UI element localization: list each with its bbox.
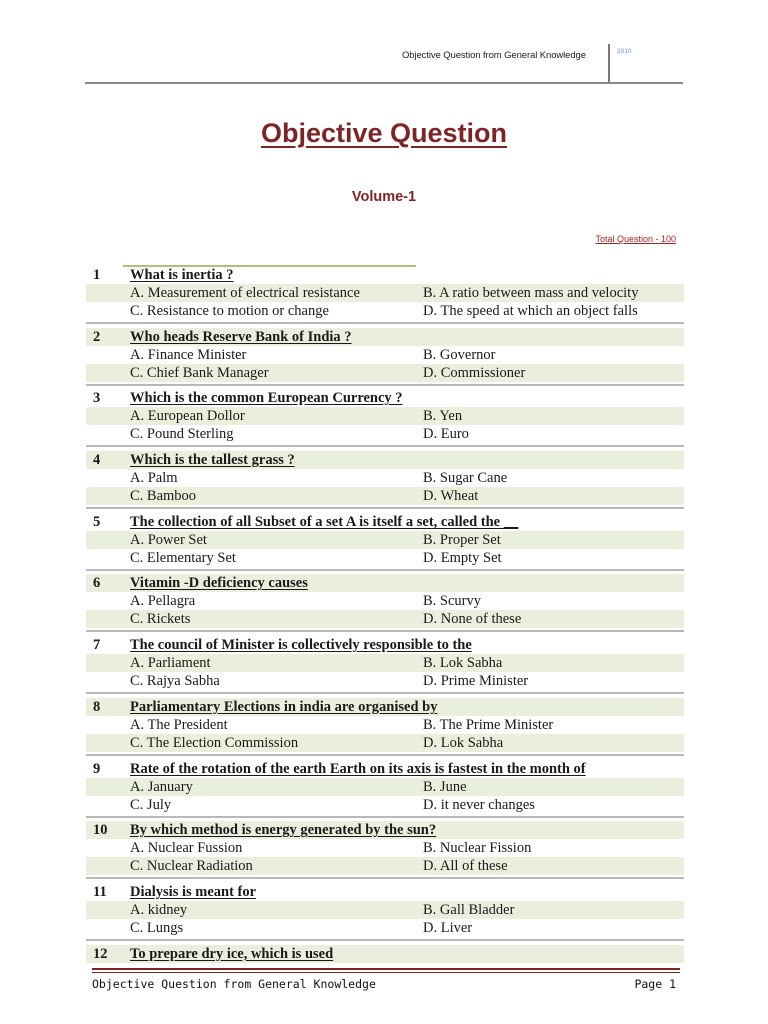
option-row xyxy=(86,549,684,567)
option-b: B. A ratio between mass and velocity xyxy=(423,285,639,301)
question-text: The council of Minister is collectively responsible to the xyxy=(130,637,472,654)
option-d: D. The speed at which an object falls xyxy=(423,303,638,319)
option-d: D. Lok Sabha xyxy=(423,734,504,751)
option-row xyxy=(86,672,684,690)
question-row xyxy=(86,451,684,469)
question-row xyxy=(86,760,684,778)
option-a: A. Power Set xyxy=(130,531,207,548)
option-c: C. July xyxy=(130,796,172,813)
option-d: D. Prime Minister xyxy=(423,673,529,690)
question-number: 5 xyxy=(93,513,101,530)
option-row xyxy=(86,592,684,610)
question-item xyxy=(86,945,684,963)
question-number: 8 xyxy=(93,698,101,715)
option-d: D. None of these xyxy=(423,611,522,628)
question-text: Who heads Reserve Bank of India ? xyxy=(130,328,352,345)
option-row xyxy=(86,407,684,425)
option-row xyxy=(86,364,684,382)
option-row xyxy=(86,734,684,752)
question-item xyxy=(86,389,684,451)
question-item xyxy=(86,574,684,636)
option-row xyxy=(86,796,684,814)
question-text: Dialysis is meant for xyxy=(130,883,257,900)
option-d: D. Wheat xyxy=(423,488,479,505)
page-title: Objective Question xyxy=(260,118,508,148)
question-item xyxy=(86,821,684,883)
option-row xyxy=(86,654,684,672)
option-d: D. Empty Set xyxy=(423,549,502,566)
option-row xyxy=(86,284,684,302)
header-year: 2010 xyxy=(617,48,632,55)
header-divider xyxy=(608,44,610,84)
option-a: A. Measurement of electrical resistance xyxy=(130,285,360,301)
option-b: B. Governor xyxy=(423,346,496,363)
question-text: Which is the common European Currency ? xyxy=(130,390,403,407)
option-b: B. Proper Set xyxy=(423,531,501,548)
question-item xyxy=(86,513,684,575)
question-number: 12 xyxy=(93,945,108,962)
option-row xyxy=(86,346,684,364)
option-b: B. Lok Sabha xyxy=(423,655,503,672)
question-row xyxy=(86,266,684,284)
question-separator xyxy=(86,816,684,818)
question-separator xyxy=(86,445,684,447)
option-c: C. Chief Bank Manager xyxy=(130,364,269,381)
footer-rule-thin xyxy=(92,972,680,973)
question-text: Which is the tallest grass ? xyxy=(130,452,295,469)
question-row xyxy=(86,883,684,901)
option-b: B. June xyxy=(423,778,467,795)
option-b: B. Scurvy xyxy=(423,593,481,610)
question-number: 4 xyxy=(93,452,101,469)
footer-text: Objective Question from General Knowledge xyxy=(92,977,376,991)
option-b: B. Gall Bladder xyxy=(423,901,515,918)
option-c: C. Rickets xyxy=(130,611,191,628)
option-c: C. Bamboo xyxy=(130,488,197,505)
option-row xyxy=(86,716,684,734)
option-d: D. Euro xyxy=(423,426,469,443)
footer-rule xyxy=(92,968,680,970)
question-list xyxy=(86,266,684,963)
option-d: D. Liver xyxy=(423,919,473,936)
option-a: A. Parliament xyxy=(130,655,211,672)
header-text: Objective Question from General Knowledge xyxy=(402,50,586,61)
total-question-label: Total Question - 100 xyxy=(595,234,676,244)
option-row xyxy=(86,425,684,443)
question-text: By which method is energy generated by the sun? xyxy=(130,822,437,839)
option-d: D. it never changes xyxy=(423,796,535,813)
option-row xyxy=(86,857,684,875)
option-row xyxy=(86,610,684,628)
question-row xyxy=(86,389,684,407)
option-c: C. The Election Commission xyxy=(130,734,299,751)
option-row xyxy=(86,531,684,549)
question-text: Parliamentary Elections in india are organised by xyxy=(130,698,438,715)
question-row xyxy=(86,698,684,716)
question-separator xyxy=(86,507,684,509)
question-item xyxy=(86,451,684,513)
option-c: C. Elementary Set xyxy=(130,549,236,566)
question-row xyxy=(86,328,684,346)
option-b: B. Nuclear Fission xyxy=(423,840,532,857)
question-number: 7 xyxy=(93,637,101,654)
question-separator xyxy=(86,569,684,571)
option-row xyxy=(86,469,684,487)
question-number: 10 xyxy=(93,822,108,839)
option-c: C. Lungs xyxy=(130,919,184,936)
option-row xyxy=(86,839,684,857)
question-item xyxy=(86,636,684,698)
question-row xyxy=(86,513,684,531)
header-rule xyxy=(85,82,683,84)
question-number: 9 xyxy=(93,760,101,777)
option-a: A. Finance Minister xyxy=(130,346,247,363)
option-row xyxy=(86,487,684,505)
option-a: A. The President xyxy=(130,716,228,733)
option-row xyxy=(86,302,684,320)
option-a: A. Nuclear Fussion xyxy=(130,840,243,857)
question-text: Vitamin -D deficiency causes xyxy=(130,575,308,592)
question-number: 11 xyxy=(93,883,107,900)
question-number: 2 xyxy=(93,328,101,345)
option-c: C. Nuclear Radiation xyxy=(130,858,253,875)
question-item xyxy=(86,760,684,822)
question-item xyxy=(86,328,684,390)
question-item xyxy=(86,698,684,760)
option-d: D. Commissioner xyxy=(423,364,526,381)
question-text: What is inertia ? xyxy=(130,267,234,283)
option-a: A. January xyxy=(130,778,193,795)
option-c: C. Resistance to motion or change xyxy=(130,303,329,319)
option-a: A. kidney xyxy=(130,901,188,918)
option-row xyxy=(86,778,684,796)
option-a: A. Palm xyxy=(130,470,178,487)
option-b: B. Yen xyxy=(423,408,463,425)
question-separator xyxy=(86,322,684,324)
question-separator xyxy=(86,754,684,756)
option-row xyxy=(86,901,684,919)
option-a: A. Pellagra xyxy=(130,593,196,610)
option-d: D. All of these xyxy=(423,858,508,875)
question-text: Rate of the rotation of the earth Earth on its axis is fastest in the month of xyxy=(130,760,586,777)
question-text: To prepare dry ice, which is used xyxy=(130,945,334,962)
option-c: C. Rajya Sabha xyxy=(130,673,220,690)
question-number: 1 xyxy=(93,267,101,283)
question-number: 3 xyxy=(93,390,101,407)
option-a: A. European Dollor xyxy=(130,408,245,425)
question-separator xyxy=(86,692,684,694)
question-row xyxy=(86,636,684,654)
option-b: B. Sugar Cane xyxy=(423,470,508,487)
question-separator xyxy=(86,939,684,941)
question-separator xyxy=(86,630,684,632)
page-subtitle: Volume-1 xyxy=(351,189,417,205)
question-separator xyxy=(86,877,684,879)
question-separator xyxy=(86,384,684,386)
question-item xyxy=(86,883,684,945)
option-row xyxy=(86,919,684,937)
question-row xyxy=(86,821,684,839)
question-number: 6 xyxy=(93,575,101,592)
question-item xyxy=(86,266,684,328)
question-row xyxy=(86,945,684,963)
page-number: Page 1 xyxy=(634,977,676,991)
option-c: C. Pound Sterling xyxy=(130,426,234,443)
question-text: The collection of all Subset of a set A is itself a set, called the __ xyxy=(130,513,519,530)
question-row xyxy=(86,574,684,592)
option-b: B. The Prime Minister xyxy=(423,716,554,733)
